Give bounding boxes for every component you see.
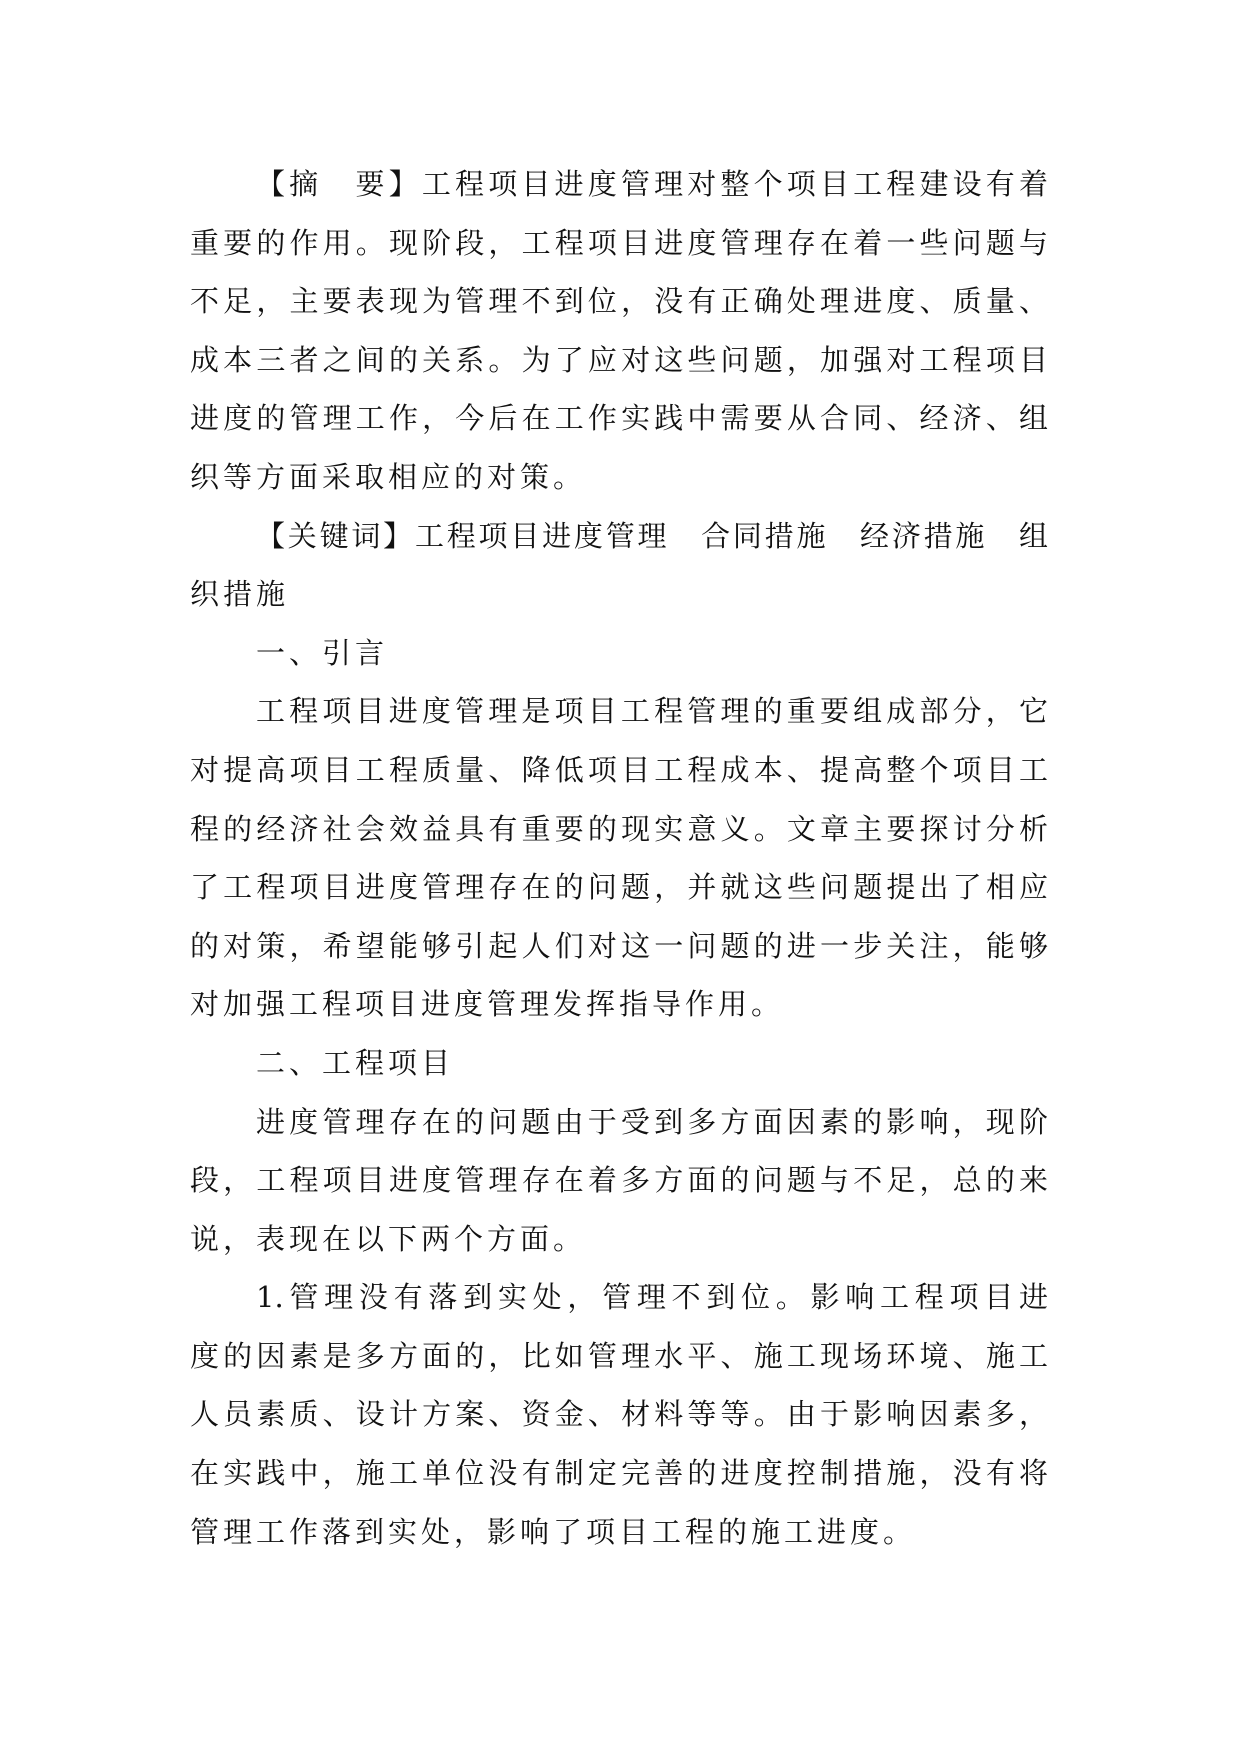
introduction-line: 工程项目进度管理是项目工程管理的重要组成部分，它 bbox=[256, 694, 1048, 729]
list-item-1-line: 度的因素是多方面的，比如管理水平、施工现场环境、施工 bbox=[190, 1338, 1048, 1373]
section-heading-introduction: 一、引言 bbox=[256, 635, 389, 670]
introduction-paragraph bbox=[190, 682, 1048, 1034]
list-item-1-line: 在实践中，施工单位没有制定完善的进度控制措施，没有将 bbox=[190, 1456, 1048, 1491]
section-2-intro-line: 段，工程项目进度管理存在着多方面的问题与不足，总的来 bbox=[190, 1163, 1048, 1198]
list-item-1-paragraph bbox=[190, 1268, 1048, 1561]
abstract-line: 不足，主要表现为管理不到位，没有正确处理进度、质量、 bbox=[190, 284, 1048, 319]
section-heading-project: 二、工程项目 bbox=[256, 1045, 455, 1080]
section-2-intro-line: 说，表现在以下两个方面。 bbox=[190, 1221, 587, 1256]
list-item-1-line: 1.管理没有落到实处，管理不到位。影响工程项目进 bbox=[256, 1280, 1048, 1315]
abstract-line: 【摘 要】工程项目进度管理对整个项目工程建设有着 bbox=[256, 167, 1048, 201]
section-2-intro-paragraph bbox=[190, 1093, 1048, 1269]
abstract-line: 重要的作用。现阶段，工程项目进度管理存在着一些问题与 bbox=[190, 225, 1048, 260]
abstract-line: 成本三者之间的关系。为了应对这些问题，加强对工程项目 bbox=[190, 342, 1048, 377]
section-2-intro-line: 进度管理存在的问题由于受到多方面因素的影响，现阶 bbox=[256, 1104, 1048, 1139]
introduction-line: 程的经济社会效益具有重要的现实意义。文章主要探讨分析 bbox=[190, 811, 1048, 846]
abstract-paragraph bbox=[190, 155, 1048, 507]
introduction-line: 对加强工程项目进度管理发挥指导作用。 bbox=[190, 987, 785, 1022]
abstract-line: 进度的管理工作，今后在工作实践中需要从合同、经济、组 bbox=[190, 401, 1048, 436]
abstract-line: 织等方面采取相应的对策。 bbox=[190, 459, 587, 494]
keywords-line: 【关键词】工程项目进度管理 合同措施 经济措施 组 bbox=[256, 518, 1048, 553]
introduction-line: 对提高项目工程质量、降低项目工程成本、提高整个项目工 bbox=[190, 752, 1048, 787]
keywords-paragraph bbox=[190, 507, 1048, 624]
document-body bbox=[190, 155, 1048, 1561]
keywords-line: 织措施 bbox=[190, 577, 290, 612]
list-item-1-line: 人员素质、设计方案、资金、材料等等。由于影响因素多， bbox=[190, 1397, 1048, 1432]
introduction-line: 的对策，希望能够引起人们对这一问题的进一步关注，能够 bbox=[190, 928, 1048, 963]
list-item-1-line: 管理工作落到实处，影响了项目工程的施工进度。 bbox=[190, 1514, 917, 1549]
introduction-line: 了工程项目进度管理存在的问题，并就这些问题提出了相应 bbox=[190, 870, 1048, 905]
